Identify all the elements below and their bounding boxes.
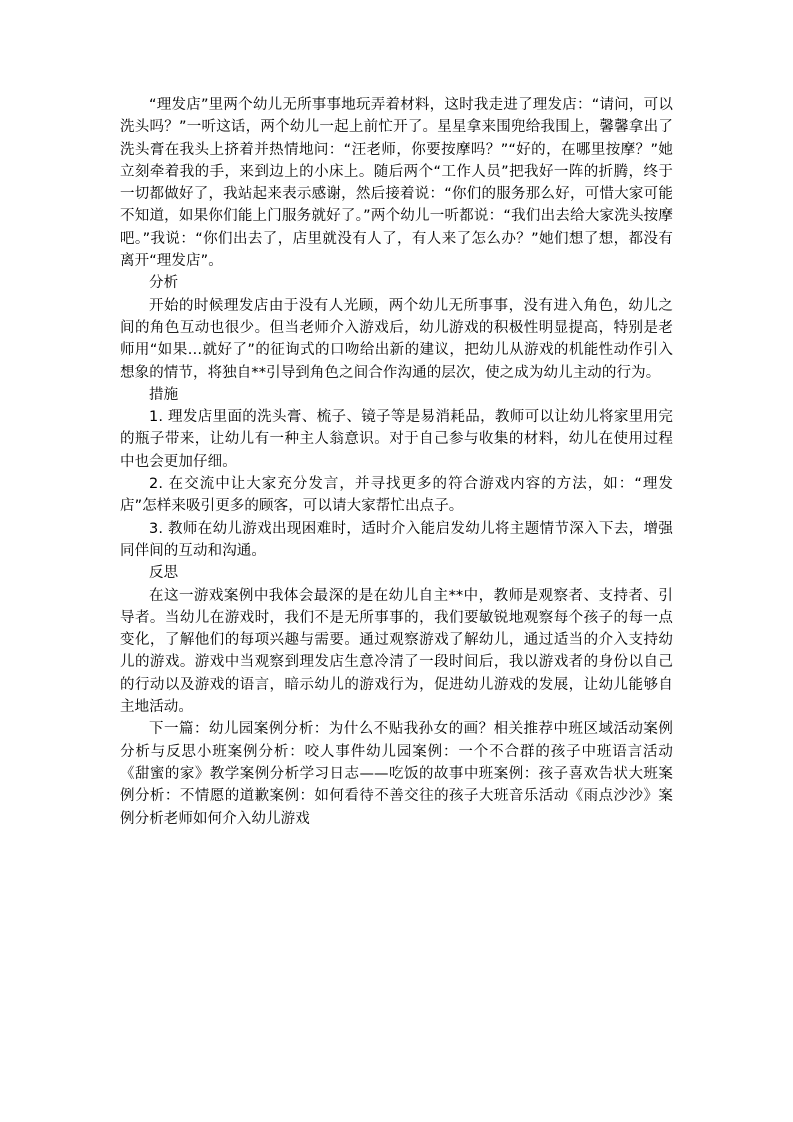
reflection-paragraph: 在这一游戏案例中我体会最深的是在幼儿自主**中，教师是观察者、支持者、引导者。当幼儿在游戏时，我们不是无所事事的，我们要敏锐地观察每个孩子的每一点变化，了解他们的每项兴趣与需要。通过观察游戏了解幼儿，通过适当的介入支持幼儿的游戏。游戏中当观察到理发店生意冷清了一段时间后，我以游戏者的身份以自己的行动以及游戏的语言，暗示幼儿的游戏行为，促进幼儿游戏的发展，让幼儿能够自主地活动。	[120, 587, 673, 716]
section-heading-analysis: 分析	[149, 275, 179, 292]
story-paragraph: “理发店”里两个幼儿无所事事地玩弄着材料，这时我走进了理发店：“请问，可以洗头吗？”一听这话，两个幼儿一起上前忙开了。星星拿来围兜给我围上，馨馨拿出了洗头膏在我头上挤着并热情地问：“汪老师，你要按摩吗？”“好的，在哪里按摩？”她立刻牵着我的手，来到边上的小床上。随后两个“工作人员”把我好一阵的折腾，终于一切都做好了，我站起来表示感谢，然后接着说：“你们的服务那么好，可惜大家可能不知道，如果你们能上门服务就好了。”两个幼儿一听都说：“我们出去给大家洗头按摩吧。”我说：“你们出去了，店里就没有人了，有人来了怎么办？”她们想了想，都没有离开“理发店”。	[120, 97, 673, 270]
analysis-paragraph: 开始的时候理发店由于没有人光顾，两个幼儿无所事事，没有进入角色，幼儿之间的角色互动也很少。但当老师介入游戏后，幼儿游戏的积极性明显提高，特别是老师用“如果…就好了”的征询式的口吻给出新的建议，把幼儿从游戏的机能性动作引入想象的情节，将独自**引导到角色之间合作沟通的层次，使之成为幼儿主动的行为。	[120, 297, 673, 381]
section-heading-measures: 措施	[149, 386, 179, 403]
measure-item-3: 3. 教师在幼儿游戏出现困难时，适时介入能启发幼儿将主题情节深入下去，增强同伴间的互动和沟通。	[120, 520, 673, 559]
measure-item-2: 2. 在交流中让大家充分发言，并寻找更多的符合游戏内容的方法，如：“理发店”怎样来吸引更多的顾客，可以请大家帮忙出点子。	[120, 476, 673, 515]
section-heading-reflection: 反思	[149, 565, 179, 582]
measure-item-1: 1. 理发店里面的洗头膏、梳子、镜子等是易消耗品，教师可以让幼儿将家里用完的瓶子带来，让幼儿有一种主人翁意识。对于自己参与收集的材料，幼儿在使用过程中也会更加仔细。	[120, 409, 673, 470]
related-links-paragraph: 下一篇：幼儿园案例分析：为什么不贴我孙女的画？相关推荐中班区域活动案例分析与反思小班案例分析：咬人事件幼儿园案例：一个不合群的孩子中班语言活动《甜蜜的家》教学案例分析学习日志——吃饭的故事中班案例：孩子喜欢告状大班案例分析：不情愿的道歉案例：如何看待不善交往的孩子大班音乐活动《雨点沙沙》案例分析老师如何介入幼儿游戏	[120, 721, 673, 827]
document-body	[120, 94, 673, 830]
